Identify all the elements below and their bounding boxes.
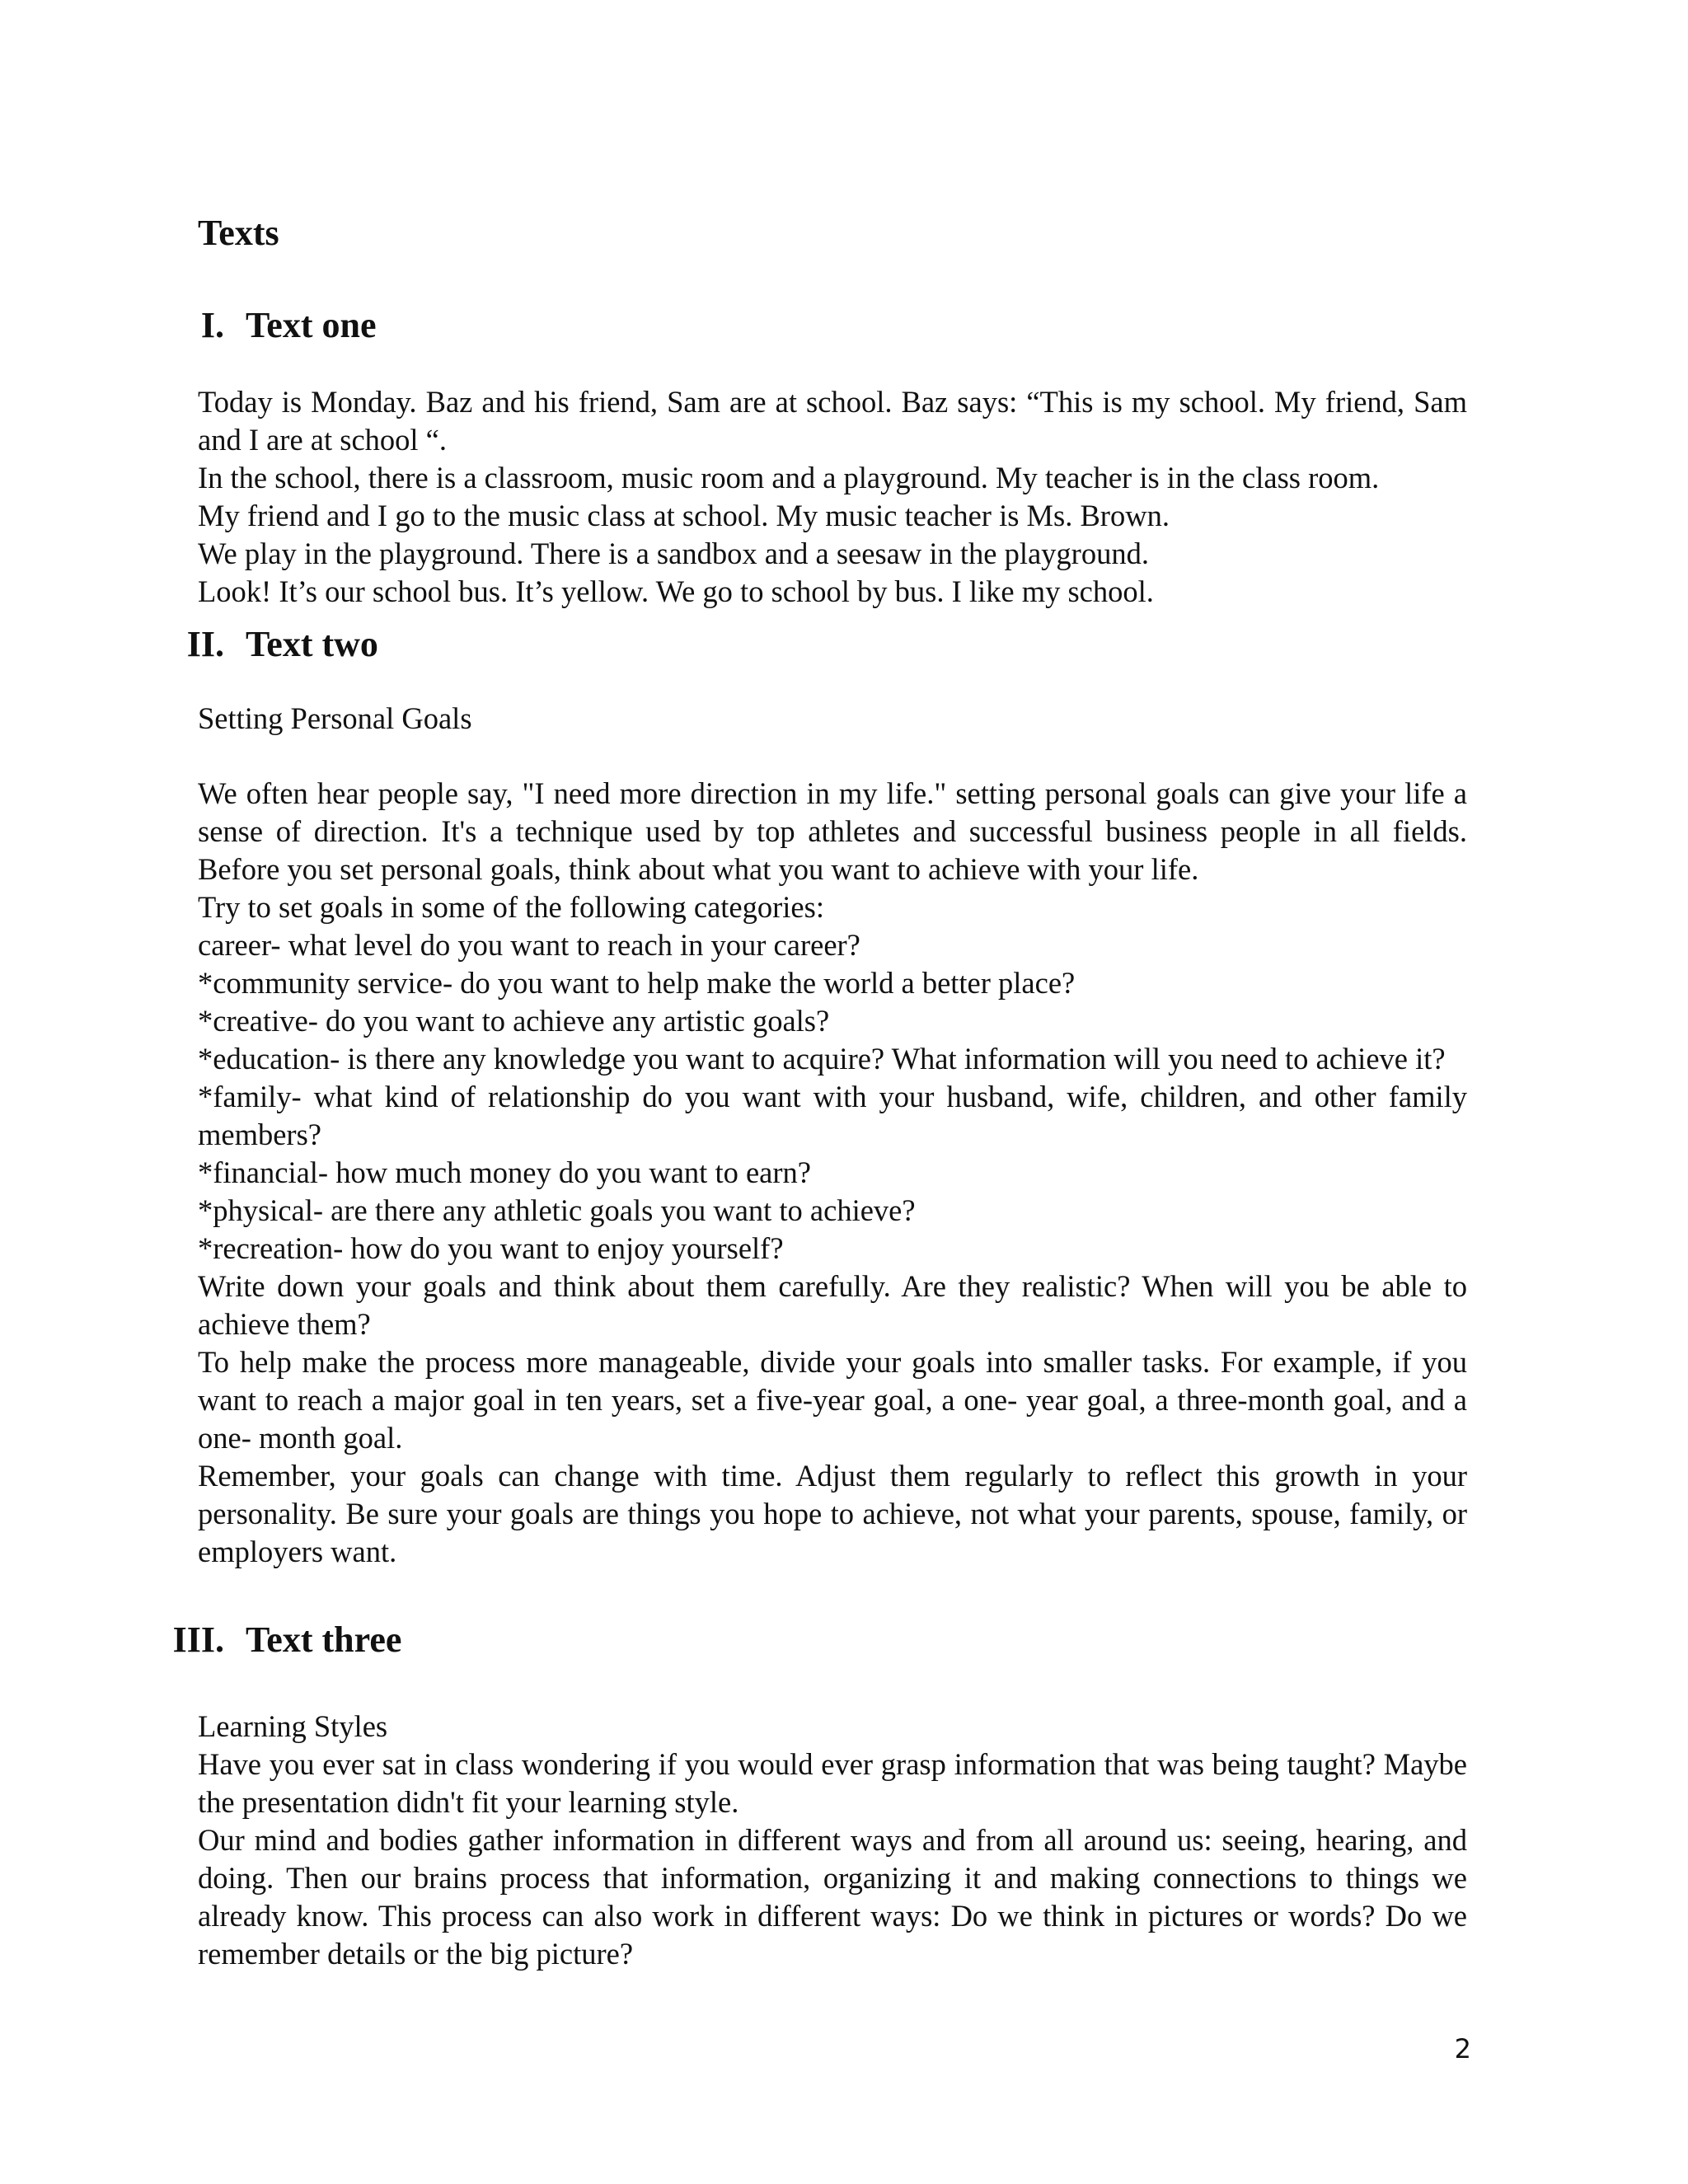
text-three-body xyxy=(198,1708,1467,1973)
paragraph: Our mind and bodies gather information in different ways and from all around us: seeing, hearing, and doing. Then our brains process that information, organizing it and making connections to things we already know. This process can also work in different ways: Do we think in pictures or words? Do we remember details or the big picture? xyxy=(198,1823,1467,1971)
paragraph: Today is Monday. Baz and his friend, Sam are at school. Baz says: “This is my school. My friend, Sam and I are at school “. xyxy=(198,385,1467,457)
list-item: *recreation- how do you want to enjoy yourself? xyxy=(198,1231,784,1265)
subtitle: Setting Personal Goals xyxy=(198,701,472,735)
paragraph: To help make the process more manageable, divide your goals into smaller tasks. For example, if you want to reach a major goal in ten years, set a five-year goal, a one- year goal, a three-month goal, and a one- month goal. xyxy=(198,1345,1467,1455)
section-heading-text-one xyxy=(162,301,377,350)
list-item: *education- is there any knowledge you want to acquire? What information will you need to achieve it? xyxy=(198,1042,1446,1076)
list-item: career- what level do you want to reach in your career? xyxy=(198,928,860,962)
paragraph: Remember, your goals can change with time. Adjust them regularly to reflect this growth in your personality. Be sure your goals are things you hope to achieve, not what your parents, spouse, family, or employers want. xyxy=(198,1459,1467,1568)
list-item: *community service- do you want to help make the world a better place? xyxy=(198,966,1076,1000)
paragraph: Write down your goals and think about them carefully. Are they realistic? When will you be able to achieve them? xyxy=(198,1269,1467,1341)
list-item: *creative- do you want to achieve any artistic goals? xyxy=(198,1004,830,1038)
paragraph: We often hear people say, "I need more direction in my life." setting personal goals can give your life a sense of direction. It's a technique used by top athletes and successful business people in all fields. Before you set personal goals, think about what you want to achieve with your life. xyxy=(198,776,1467,886)
paragraph: Have you ever sat in class wondering if you would ever grasp information that was being taught? Maybe the presentation didn't fit your learning style. xyxy=(198,1747,1467,1819)
section-title: Text three xyxy=(246,1619,402,1660)
text-two-body xyxy=(198,775,1467,1571)
paragraph: We play in the playground. There is a sandbox and a seesaw in the playground. xyxy=(198,537,1149,570)
paragraph: In the school, there is a classroom, music room and a playground. My teacher is in the class room. xyxy=(198,461,1380,494)
list-item: *financial- how much money do you want to earn? xyxy=(198,1155,811,1189)
list-item: *physical- are there any athletic goals you want to achieve? xyxy=(198,1193,916,1227)
paragraph: My friend and I go to the music class at school. My music teacher is Ms. Brown. xyxy=(198,499,1170,532)
section-heading-text-two xyxy=(162,620,378,669)
section-title: Text two xyxy=(246,624,378,664)
page-title: Texts xyxy=(198,213,279,253)
paragraph: Try to set goals in some of the following categories: xyxy=(198,890,824,924)
list-item: *family- what kind of relationship do you want with your husband, wife, children, and other family members? xyxy=(198,1080,1467,1151)
text-two-subtitle xyxy=(198,700,1467,738)
section-numeral: I. xyxy=(200,305,224,345)
page-number: 2 xyxy=(1454,2033,1471,2064)
section-title: Text one xyxy=(246,305,377,345)
text-one-body xyxy=(198,383,1467,611)
paragraph: Look! It’s our school bus. It’s yellow. We go to school by bus. I like my school. xyxy=(198,574,1154,608)
section-heading-text-three xyxy=(162,1615,401,1665)
section-numeral: III. xyxy=(172,1619,224,1660)
section-numeral: II. xyxy=(186,624,224,664)
subtitle: Learning Styles xyxy=(198,1709,388,1743)
